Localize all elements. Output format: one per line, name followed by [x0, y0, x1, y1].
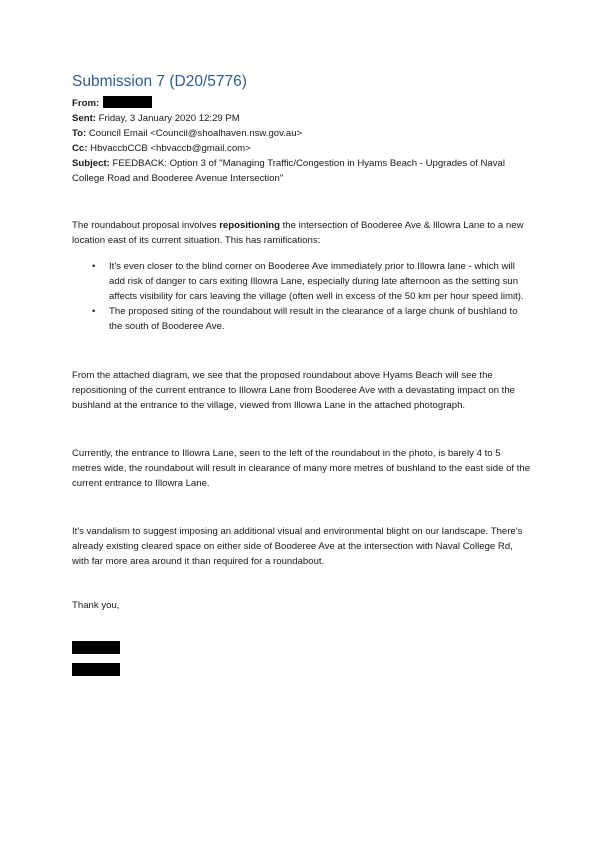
redacted-sender-block: [103, 96, 152, 108]
diagram-paragraph: From the attached diagram, we see that the proposed roundabout above Hyams Beach will see the repositioning of the current entrance to Illowra Lane from Booderee Ave with a devastating impact on the bushland at the entrance to the village, viewed from Illowra Lane in the attached photograph.: [72, 370, 515, 411]
sent-line: [72, 111, 532, 126]
sent-value: Friday, 3 January 2020 12:29 PM: [98, 113, 240, 124]
ramifications-list: [72, 259, 532, 334]
intro-text-start: The roundabout proposal involves: [72, 220, 220, 231]
to-line: [72, 126, 532, 141]
subject-line: [72, 156, 532, 186]
email-document: [72, 72, 532, 676]
intro-paragraph: [72, 218, 532, 248]
intro-text-end: the intersection of Booderee Ave & Illowra Lane to a new location east of its current situation. This has ramifications:: [72, 220, 524, 246]
subject-value: FEEDBACK: Option 3 of "Managing Traffic/Congestion in Hyams Beach - Upgrades of Naval College Road and Booderee Avenue Intersection": [72, 158, 506, 184]
list-item: • The proposed siting of the roundabout will result in the clearance of a large chunk of bushland to the south of Booderee Ave.: [109, 304, 532, 334]
sent-label: Sent:: [72, 113, 96, 124]
entrance-paragraph: Currently, the entrance to Illowra Lane, seen to the left of the roundabout in the photo, is barely 4 to 5 metres wide, the roundabout will result in clearance of many more metres of bushland to the east side of the current entrance to Illowra Lane.: [72, 448, 531, 489]
list-item: • It's even closer to the blind corner on Booderee Ave immediately prior to Illowra lane - which will add risk of danger to cars exiting Illowra Lane, especially during late afternoon as the setting sun affects visibility for cars leaving the village (often well in excess of the 50 km per hour speed limit).: [109, 259, 532, 304]
to-label: To:: [72, 128, 87, 139]
from-line: [72, 96, 532, 111]
from-label: From:: [72, 98, 100, 109]
vandalism-paragraph: It's vandalism to suggest imposing an additional visual and environmental blight on our landscape. There's already existing cleared space on either side of Booderee Ave at the intersection with Naval College Rd, with far more area around it than required for a roundabout.: [72, 526, 523, 567]
subject-label: Subject:: [72, 158, 110, 169]
closing-line: Thank you,: [72, 600, 120, 611]
cc-label: Cc:: [72, 143, 88, 154]
redacted-signature: [72, 641, 532, 676]
cc-value: HbvaccbCCB <hbvaccb@gmail.com>: [90, 143, 251, 154]
cc-line: [72, 141, 532, 156]
redaction-bar: [72, 641, 120, 654]
intro-emphasis: repositioning: [219, 220, 280, 231]
document-title: Submission 7 (D20/5776): [72, 73, 247, 90]
redaction-bar: [72, 663, 120, 676]
to-value: Council Email <Council@shoalhaven.nsw.gov.au>: [88, 128, 303, 139]
